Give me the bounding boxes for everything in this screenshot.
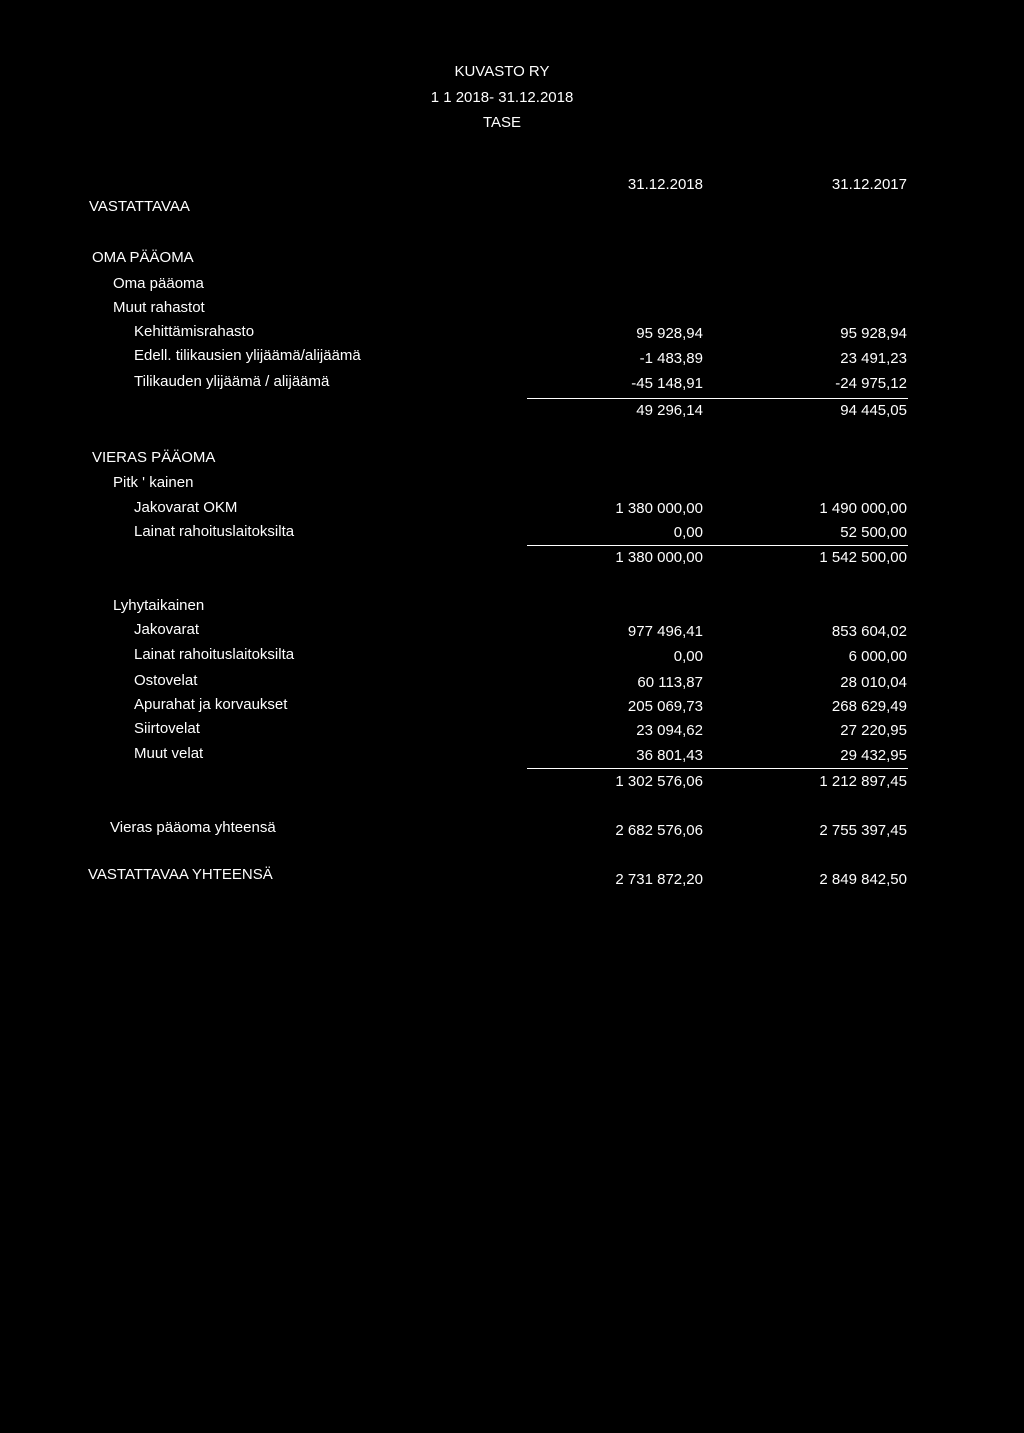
value-2017: 23 491,23 bbox=[840, 350, 907, 367]
row-label: Muut velat bbox=[134, 745, 204, 762]
value-2017: 853 604,02 bbox=[831, 623, 907, 640]
long-term-total-2018: 1 380 000,00 bbox=[615, 549, 703, 566]
column-header-2018: 31.12.2018 bbox=[627, 176, 703, 193]
equity-subheading: Oma pääoma bbox=[113, 275, 204, 292]
value-2018: -1 483,89 bbox=[639, 350, 703, 367]
value-2017: 1 490 000,00 bbox=[819, 500, 907, 517]
value-2017: 95 928,94 bbox=[840, 325, 907, 342]
short-term-heading: Lyhytaikainen bbox=[113, 597, 205, 614]
period: 1 1 2018- 31.12.2018 bbox=[430, 89, 574, 106]
value-2018: 977 496,41 bbox=[627, 623, 703, 640]
value-2017: 28 010,04 bbox=[840, 674, 907, 691]
value-2018: 0,00 bbox=[673, 648, 703, 665]
equity-heading: OMA PÄÄOMA bbox=[92, 249, 194, 266]
equity-total-2017: 94 445,05 bbox=[840, 402, 907, 419]
long-term-heading: Pitk ' kainen bbox=[113, 474, 194, 491]
grand-total-label: VASTATTAVAA YHTEENSÄ bbox=[88, 866, 273, 883]
grand-total-2018: 2 731 872,20 bbox=[615, 871, 703, 888]
liabilities-total-label: Vieras pääoma yhteensä bbox=[110, 819, 276, 836]
short-term-total-2017: 1 212 897,45 bbox=[819, 773, 907, 790]
value-2017: -24 975,12 bbox=[835, 375, 907, 392]
value-2017: 6 000,00 bbox=[848, 648, 907, 665]
value-2018: 0,00 bbox=[673, 524, 703, 541]
value-2018: 23 094,62 bbox=[636, 722, 703, 739]
value-2018: -45 148,91 bbox=[631, 375, 703, 392]
equity-total-2018: 49 296,14 bbox=[636, 402, 703, 419]
value-2017: 268 629,49 bbox=[831, 698, 907, 715]
long-term-total-2017: 1 542 500,00 bbox=[819, 549, 907, 566]
row-label: Lainat rahoituslaitoksilta bbox=[134, 523, 295, 540]
liabilities-heading: VIERAS PÄÄOMA bbox=[92, 449, 216, 466]
org-name: KUVASTO RY bbox=[454, 63, 550, 80]
row-label: Tilikauden ylijäämä / alijäämä bbox=[134, 373, 330, 390]
row-label: Siirtovelat bbox=[134, 720, 200, 737]
grand-total-2017: 2 849 842,50 bbox=[819, 871, 907, 888]
row-label: Kehittämisrahasto bbox=[134, 323, 255, 340]
liabilities-total-2017: 2 755 397,45 bbox=[819, 822, 907, 839]
row-label: Jakovarat OKM bbox=[134, 499, 238, 516]
value-2017: 27 220,95 bbox=[840, 722, 907, 739]
value-2017: 29 432,95 bbox=[840, 747, 907, 764]
value-2018: 205 069,73 bbox=[627, 698, 703, 715]
value-2018: 60 113,87 bbox=[637, 674, 703, 691]
subtotal-rule bbox=[527, 545, 908, 546]
column-header-2017: 31.12.2017 bbox=[831, 176, 907, 193]
value-2018: 95 928,94 bbox=[636, 325, 703, 342]
row-label: Edell. tilikausien ylijäämä/alijäämä bbox=[134, 347, 361, 364]
subtotal-rule bbox=[527, 398, 908, 399]
liabilities-total-2018: 2 682 576,06 bbox=[615, 822, 703, 839]
row-label: Apurahat ja korvaukset bbox=[134, 696, 288, 713]
row-label: Ostovelat bbox=[134, 672, 198, 689]
other-funds-heading: Muut rahastot bbox=[113, 299, 205, 316]
row-label: Lainat rahoituslaitoksilta bbox=[134, 646, 295, 663]
section-title: VASTATTAVAA bbox=[89, 198, 190, 215]
value-2018: 36 801,43 bbox=[636, 747, 703, 764]
document-title: TASE bbox=[482, 114, 522, 131]
value-2017: 52 500,00 bbox=[840, 524, 907, 541]
short-term-total-2018: 1 302 576,06 bbox=[615, 773, 703, 790]
row-label: Jakovarat bbox=[134, 621, 200, 638]
value-2018: 1 380 000,00 bbox=[615, 500, 703, 517]
subtotal-rule bbox=[527, 768, 908, 769]
